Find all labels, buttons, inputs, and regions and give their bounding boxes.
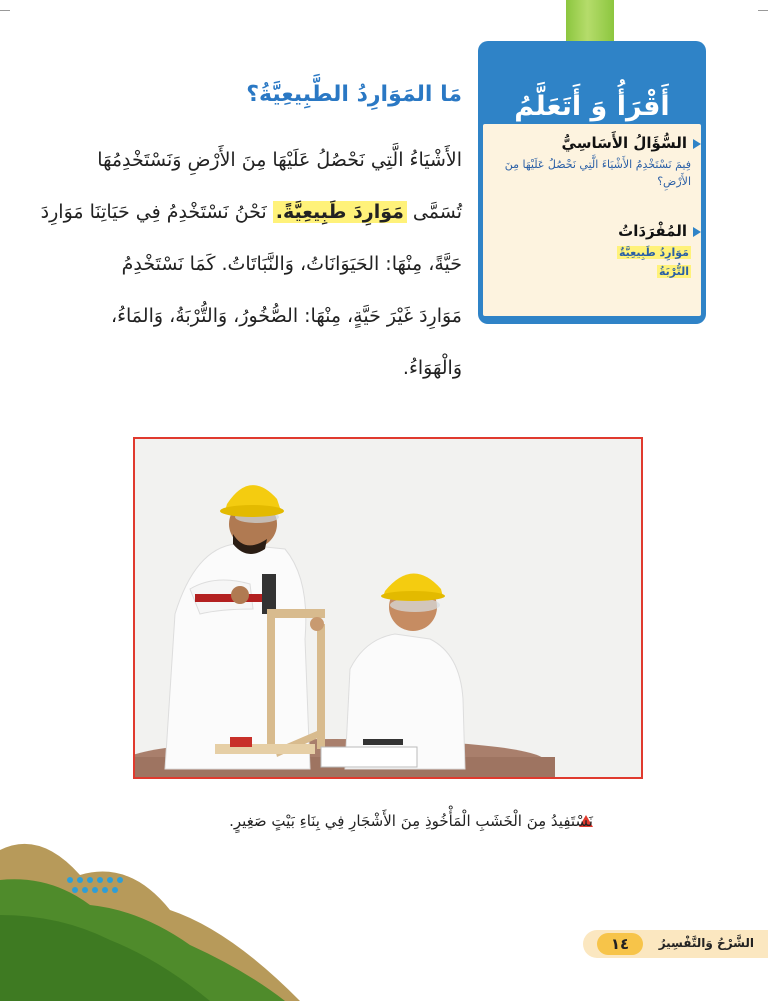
carpentry-illustration (135, 439, 641, 777)
paragraph-text: حَيَّةً، مِنْهَا: الحَيَوَانَاتُ، وَالنَّبَاتَاتُ. كَمَا نَسْتَخْدِمُ (121, 253, 462, 275)
paragraph-line (40, 186, 462, 238)
crop-mark-left (0, 0, 10, 11)
paragraph-text: مَوَارِدَ غَيْرَ حَيَّةٍ، مِنْهَا: الصُّخُورُ، وَالتُّرْبَةُ، وَالمَاءُ، (110, 305, 462, 327)
paragraph-line (80, 342, 462, 394)
photo-caption: نَسْتَفِيدُ مِنَ الْخَشَبِ الْمَأْخُوذِ مِنَ الأَشْجَارِ فِي بِنَاءِ بَيْتٍ صَغِيرٍ. (229, 812, 593, 830)
read-and-learn-title: أَقْرَأُ وَ أَتَعَلَّمُ (514, 91, 670, 122)
essential-question-text: فِيمَ نَسْتَخْدِمُ الأَشْيَاءَ الَّتِي نَحْصُلُ عَلَيْهَا مِنَ الأَرْضِ؟ (504, 158, 691, 188)
essential-question-heading: السُّؤَالُ الأَسَاسِيُّ (561, 134, 687, 152)
vocabulary-item: مَوَارِدُ طَبِيعِيَّةٌ (619, 246, 689, 259)
paragraph-line (80, 238, 462, 290)
read-and-learn-panel (483, 124, 701, 316)
paragraph-text: وَالْهَوَاءُ. (402, 357, 462, 379)
page-number: ١٤ (597, 933, 643, 955)
carpentry-photo (133, 437, 643, 779)
paragraph-text: نَحْنُ نَسْتَخْدِمُ فِي حَيَاتِنَا مَوَارِدَ (40, 201, 273, 223)
paragraph-text: الأَشْيَاءُ الَّتِي نَحْصُلُ عَلَيْهَا مِنَ الأَرْضِ وَنَسْتَخْدِمُهَا (97, 149, 462, 171)
paragraph-line (80, 134, 462, 186)
crop-mark-right (758, 0, 768, 11)
highlighted-term: مَوَارِدَ طَبِيعِيَّةً. (273, 201, 407, 223)
section-label: الشَّرْحُ وَالتَّفْسِيرُ (658, 936, 754, 950)
vocabulary-item: التُّرْبَةُ (658, 265, 689, 278)
page-footer (583, 930, 768, 958)
landscape-decoration (0, 820, 300, 1001)
read-and-learn-box (478, 41, 706, 324)
paragraph-line (80, 290, 462, 342)
paragraph-text: تُسَمَّى (406, 201, 462, 223)
section-heading: مَا المَوَارِدُ الطَّبِيعِيَّةُ؟ (246, 82, 462, 107)
vocabulary-heading: المُفْرَدَاتُ (618, 222, 687, 240)
body-paragraph (40, 134, 462, 394)
